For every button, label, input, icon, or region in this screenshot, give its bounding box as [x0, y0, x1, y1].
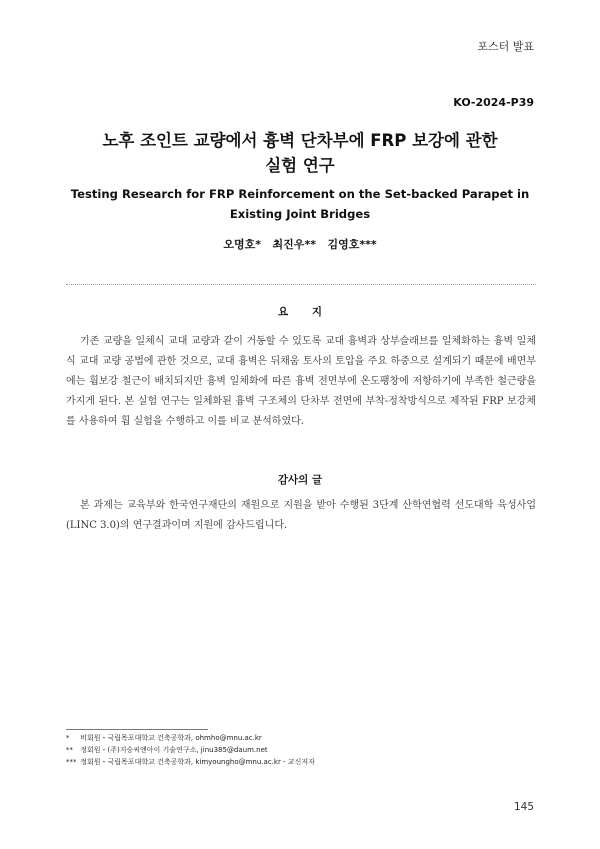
author-list: [0, 236, 600, 252]
korean-title-line-1: 노후 조인트 교량에서 흉벽 단차부에 FRP 보강에 관한: [102, 131, 498, 150]
author-2: 최진우**: [272, 238, 316, 251]
english-title-line-1: Testing Research for FRP Reinforcement on the Set-backed Parapet in: [70, 187, 530, 201]
acknowledgement-text: 본 과제는 교육부와 한국연구재단의 재원으로 지원을 받아 수행된 3단계 산학연협력 선도대학 육성사업(LINC 3.0)의 연구결과이며 지원에 감사드립니다.: [66, 500, 536, 531]
korean-title: [0, 128, 600, 178]
english-title-line-2: Existing Joint Bridges: [229, 207, 371, 221]
footnotes: [66, 732, 546, 768]
footnote-2: ** 정회원・(주)지승씨앤아이 기술연구소, jinu385@daum.net: [66, 746, 268, 754]
footnote-3: *** 정회원・국립목포대학교 건축공학과, kimyoungho@mnu.ac.kr - 교신저자: [66, 758, 315, 766]
acknowledgement-heading: 감사의 글: [277, 474, 323, 486]
footnote-divider: [66, 729, 208, 730]
author-3: 김영호***: [327, 238, 377, 251]
abstract-heading: 요 지: [278, 306, 332, 318]
running-header: 포스터 발표: [477, 40, 534, 53]
page-number: 145: [513, 801, 534, 813]
korean-title-line-2: 실험 연구: [265, 156, 335, 175]
abstract-text: 기존 교량을 일체식 교대 교량과 같이 거동할 수 있도록 교대 흉벽과 상부슬래브를 일체화하는 흉벽 일체식 교대 교량 공법에 관한 것으로, 교대 흉벽은 뒤채움 토사의 토압을 주요 하중으로 설계되기 때문에 배면부에는 휨보강 철근이 배치되지만 흉벽 일체화에 따른 흉벽 전면부에 온도팽창에 저항하기에 부족한 철근량을 가지게 된다. 본 실험 연구는 일체화된 흉벽 구조체의 단차부 전면에 부착-정착방식으로 제작된 FRP 보강체를 사용하여 휨 실험을 수행하고 이를 비교 분석하였다.: [66, 336, 536, 427]
english-title: [0, 184, 600, 224]
footnote-1: * 비회원・국립목포대학교 건축공학과, ohmho@mnu.ac.kr: [66, 734, 262, 742]
paper-code: KO-2024-P39: [453, 96, 534, 109]
title-divider: [66, 284, 536, 285]
author-1: 오명호*: [223, 238, 262, 251]
